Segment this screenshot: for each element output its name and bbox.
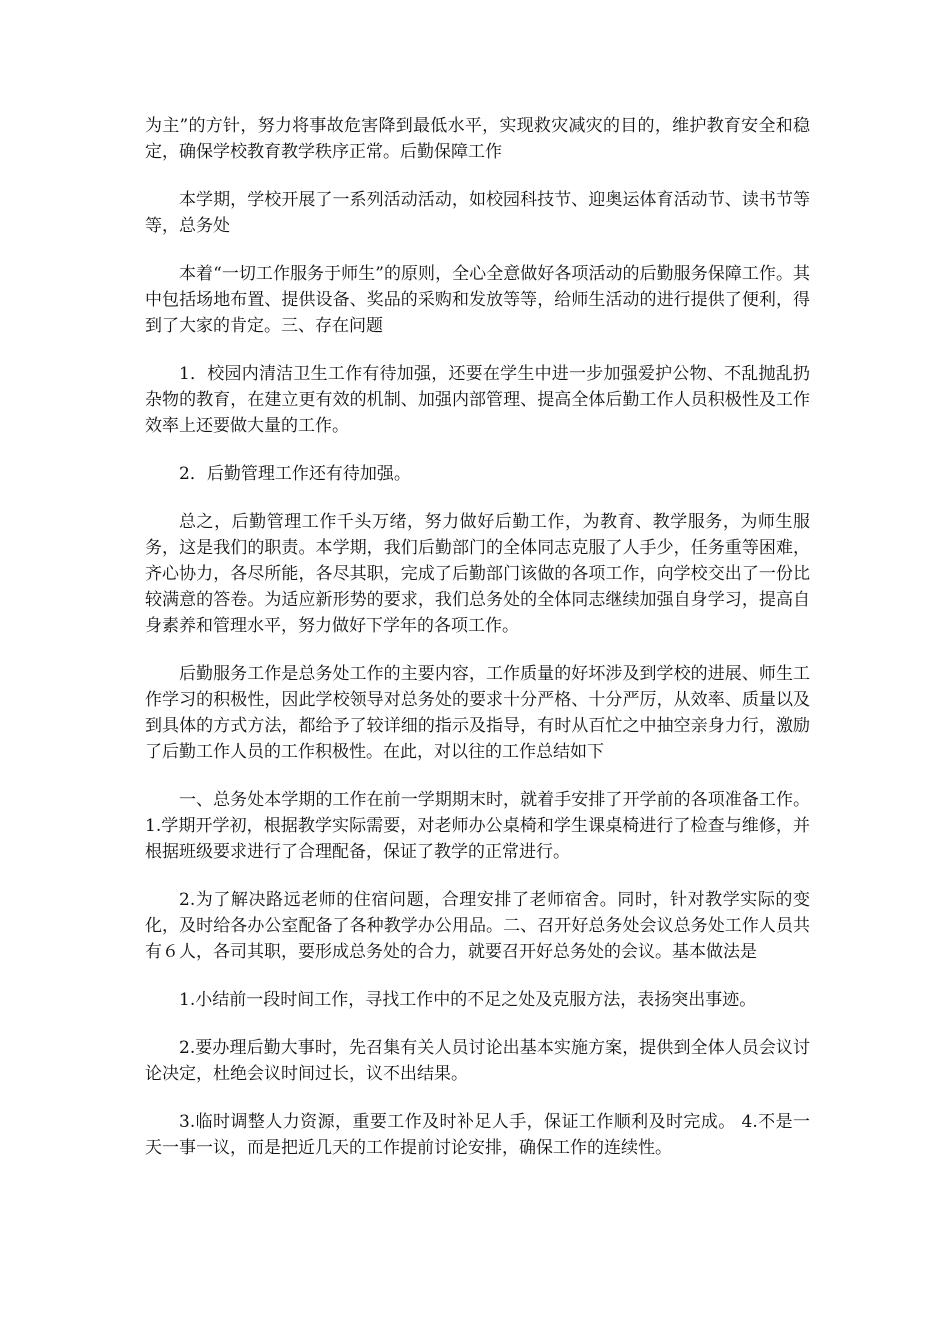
document-page: [145, 113, 810, 1183]
paragraph-1: 为主”的方针，努力将事故危害降到最低水平，实现救灾减灾的目的，维护教育安全和稳定，确保学校教育教学秩序正常。后勤保障工作: [145, 116, 810, 162]
paragraph-10: 1.小结前一段时间工作，寻找工作中的不足之处及克服方法，表扬突出事迹。: [179, 990, 757, 1010]
paragraph-8: 一、总务处本学期的工作在前一学期期末时，就着手安排了开学前的各项准备工作。 1.学期开学初，根据教学实际需要，对老师办公桌椅和学生课桌椅进行了检查与维修，并根据班级要求进行了合理配备，保证了教学的正常进行。: [145, 790, 810, 862]
paragraph-4: 1．校园内清洁卫生工作有待加强，还要在学生中进一步加强爱护公物、不乱抛乱扔杂物的教育，在建立更有效的机制、加强内部管理、提高全体后勤工作人员积极性及工作效率上还要做大量的工作。: [145, 364, 810, 436]
paragraph-9: 2.为了解决路远老师的住宿问题，合理安排了老师宿舍。同时，针对教学实际的变化，及时给各办公室配备了各种教学办公用品。二、召开好总务处会议总务处工作人员共有６人，各司其职，要形成总务处的合力，就要召开好总务处的会议。基本做法是: [145, 890, 810, 962]
paragraph-2: 本学期，学校开展了一系列活动活动，如校园科技节、迎奥运体育活动节、读书节等等，总务处: [145, 190, 810, 236]
paragraph-12: 3.临时调整人力资源，重要工作及时补足人手，保证工作顺利及时完成。 4.不是一天一事一议，而是把近几天的工作提前讨论安排，确保工作的连续性。: [145, 1112, 810, 1158]
paragraph-5: 2．后勤管理工作还有待加强。: [179, 464, 411, 484]
paragraph-7: 后勤服务工作是总务处工作的主要内容，工作质量的好坏涉及到学校的进展、师生工作学习的积极性，因此学校领导对总务处的要求十分严格、十分严厉，从效率、质量以及到具体的方式方法，都给予了较详细的指示及指导，有时从百忙之中抽空亲身力行，激励了后勤工作人员的工作积极性。在此，对以往的工作总结如下: [145, 664, 810, 762]
paragraph-11: 2.要办理后勤大事时，先召集有关人员讨论出基本实施方案，提供到全体人员会议讨论决定，杜绝会议时间过长，议不出结果。: [145, 1038, 810, 1084]
paragraph-6: 总之，后勤管理工作千头万绪，努力做好后勤工作，为教育、教学服务，为师生服务，这是我们的职责。本学期，我们后勤部门的全体同志克服了人手少，任务重等困难，齐心协力，各尽所能，各尽其职，完成了后勤部门该做的各项工作，向学校交出了一份比较满意的答卷。为适应新形势的要求，我们总务处的全体同志继续加强自身学习，提高自身素养和管理水平，努力做好下学年的各项工作。: [145, 512, 810, 636]
paragraph-3: 本着“一切工作服务于师生”的原则，全心全意做好各项活动的后勤服务保障工作。其中包括场地布置、提供设备、奖品的采购和发放等等，给师生活动的进行提供了便利，得到了大家的肯定。三、存在问题: [145, 264, 810, 336]
